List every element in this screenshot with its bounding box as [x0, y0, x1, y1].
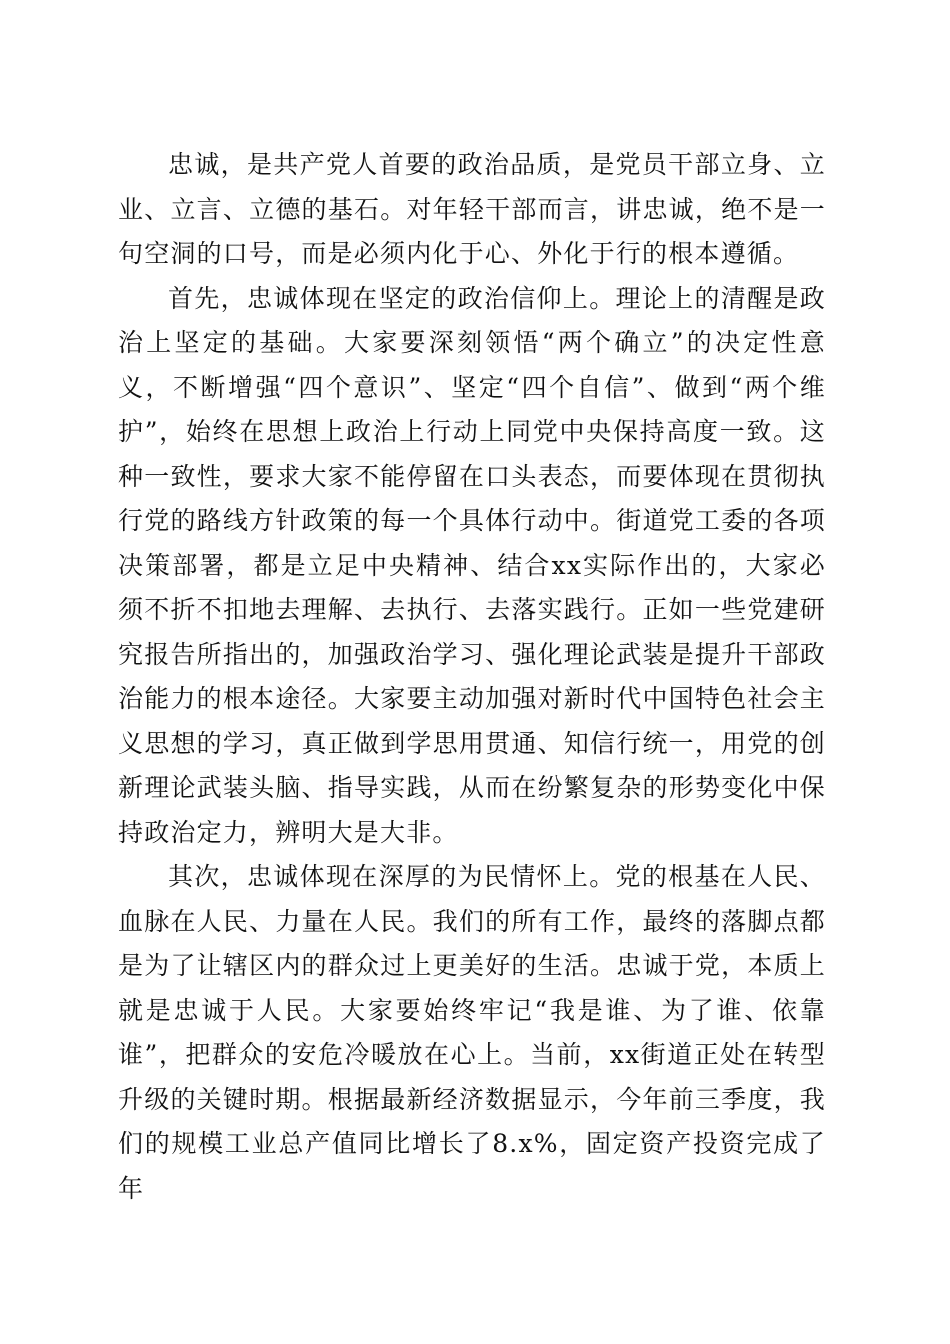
- paragraph-people-sentiment: 其次，忠诚体现在深厚的为民情怀上。党的根基在人民、血脉在人民、力量在人民。我们的所有工作，最终的落脚点都是为了让辖区内的群众过上更美好的生活。忠诚于党，本质上就是忠诚于人民。大家要始终牢记“我是谁、为了谁、依靠谁”，把群众的安危冷暖放在心上。当前，xx街道正处在转型升级的关键时期。根据最新经济数据显示，今年前三季度，我们的规模工业总产值同比增长了8.x%，固定资产投资完成了年: [118, 862, 826, 1203]
- paragraph-loyalty-intro: 忠诚，是共产党人首要的政治品质，是党员干部立身、立业、立言、立德的基石。对年轻干部而言，讲忠诚，绝不是一句空洞的口号，而是必须内化于心、外化于行的根本遵循。: [118, 150, 826, 268]
- paragraph-political-belief: 首先，忠诚体现在坚定的政治信仰上。理论上的清醒是政治上坚定的基础。大家要深刻领悟“两个确立”的决定性意义，不断增强“四个意识”、坚定“四个自信”、做到“两个维护”，始终在思想上政治上行动上同党中央保持高度一致。这种一致性，要求大家不能停留在口头表态，而要体现在贯彻执行党的路线方针政策的每一个具体行动中。街道党工委的各项决策部署，都是立足中央精神、结合xx实际作出的，大家必须不折不扣地去理解、去执行、去落实践行。正如一些党建研究报告所指出的，加强政治学习、强化理论武装是提升干部政治能力的根本途径。大家要主动加强对新时代中国特色社会主义思想的学习，真正做到学思用贯通、知信行统一，用党的创新理论武装头脑、指导实践，从而在纷繁复杂的形势变化中保持政治定力，辨明大是大非。: [118, 283, 826, 847]
- document-body: [118, 143, 826, 1211]
